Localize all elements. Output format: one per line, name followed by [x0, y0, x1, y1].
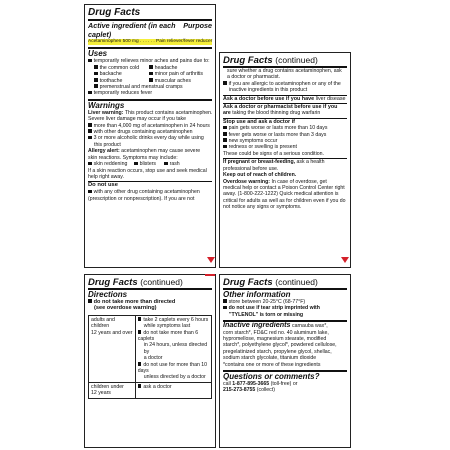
pregnant-line: If pregnant or breast-feeding, ask a health — [223, 159, 325, 166]
inactive-line: hypromellose, magnesium stearate, modified — [223, 336, 327, 343]
do-not-use-title: Do not use — [88, 182, 118, 189]
inactive-line: sodium starch glycolate, titanium dioxide — [223, 355, 317, 362]
directions-title: Directions — [88, 290, 128, 299]
bullet-icon — [88, 123, 92, 127]
uses-title: Uses — [88, 49, 108, 59]
inactive-ingredients-line: Inactive ingredients carnauba wax*, — [223, 320, 328, 330]
allergy-symptoms: skin reddening blisters rash — [88, 161, 212, 167]
do-not-use-line: (prescription or nonprescription). If you are not — [88, 195, 195, 202]
divider-bar — [205, 274, 215, 276]
do-not-use-line: with any other drug containing acetaminophen — [88, 189, 212, 195]
what-cell: take 2 caplets every 6 hours while symptoms last do not take more than 6 caplets in 24 hours, unless directed by a doctor do not use for more than 10 days unless directed by a doctor — [135, 315, 211, 382]
purpose-header: Purpose — [183, 21, 212, 30]
liver-line: more than 4,000 mg of acetaminophen in 24 hours — [88, 123, 212, 129]
who-cell: adults and children 12 years and over — [89, 315, 136, 382]
bullet-icon — [94, 78, 98, 82]
bullet-icon — [223, 81, 227, 85]
drug-facts-panel-2 — [219, 52, 351, 268]
inactive-line: pregelatinized starch, propylene glycol, shellac, — [223, 348, 332, 355]
bullet-icon — [94, 72, 98, 76]
bullet-icon — [138, 330, 142, 334]
uses-line: temporarily relieves minor aches and pains due to: — [88, 58, 212, 64]
pregnant-line: professional before use. — [223, 165, 279, 172]
allergy-line: skin reactions. Symptoms may include: — [88, 154, 178, 161]
bullet-icon — [88, 162, 92, 166]
what-cell: ask a doctor — [135, 382, 211, 398]
drug-facts-panel-3 — [84, 274, 216, 448]
other-line: "TYLENOL" is torn or missing — [229, 311, 304, 318]
drug-facts-panel-4 — [219, 274, 351, 448]
stop-line: These could be signs of a serious condition. — [223, 150, 324, 157]
bullet-icon — [94, 84, 98, 88]
active-ingredient-header: Active ingredient (in each caplet) — [88, 21, 176, 39]
ask-doctor-line: Ask a doctor before use if you have liver disease — [223, 95, 346, 102]
liver-warning: Liver warning: This product contains acetaminophen. — [88, 109, 213, 116]
overdose-line: critical for adults as well as for children even if you do — [223, 197, 346, 204]
questions-title: Questions or comments? — [223, 372, 320, 382]
continue-arrow-icon — [207, 257, 215, 263]
uses-grid-row: backache minor pain of arthritis — [88, 71, 212, 77]
panel-title: Drug Facts (continued) — [88, 277, 183, 288]
uses-grid-row: the common cold headache — [88, 65, 212, 71]
do-not-take-line: (see overdose warning) — [94, 305, 157, 312]
bullet-icon — [149, 72, 153, 76]
who-cell: children under 12 years — [89, 382, 136, 398]
intro-line: inactive ingredients in this product — [229, 87, 308, 94]
uses-grid-row: toothache muscular aches — [88, 78, 212, 84]
intro-line: sure whether a drug contains acetaminophen, ask — [227, 68, 342, 74]
ingredient-line: Acetaminophen 500 mg . . . . . . Pain reliever/fever reducer — [88, 39, 213, 44]
drug-facts-panel-1 — [84, 4, 216, 268]
bullet-icon — [223, 132, 227, 136]
panel-title: Drug Facts (continued) — [223, 55, 318, 66]
uses-line: temporarily reduces fever — [88, 90, 212, 96]
other-line: store between 20-25°C (68-77°F) — [223, 299, 347, 305]
other-information-title: Other information — [223, 290, 291, 299]
ask-pharmacist-line: are taking the blood thinning drug warfarin — [223, 110, 321, 117]
liver-line: this product — [94, 141, 121, 148]
inactive-line: starch*, polyethylene glycol*, powdered cellulose, — [223, 342, 337, 349]
stop-use-title: Stop use and ask a doctor if — [223, 118, 295, 125]
bullet-icon — [223, 145, 227, 149]
overdose-line: not notice any signs or symptoms. — [223, 204, 302, 211]
bullet-icon — [164, 162, 168, 166]
bullet-icon — [88, 190, 92, 194]
liver-line: Severe liver damage may occur if you take — [88, 116, 187, 123]
bullet-icon — [88, 91, 92, 95]
overdose-line: Overdose warning: In case of overdose, get — [223, 178, 327, 185]
stop-line: redness or swelling is present — [223, 144, 347, 150]
stop-line: pain gets worse or lasts more than 10 days — [223, 125, 347, 131]
panel-title: Drug Facts (continued) — [223, 277, 318, 288]
bullet-icon — [138, 317, 142, 321]
other-line: do not use if tear strip imprinted with — [223, 305, 347, 311]
stop-line: new symptoms occur — [223, 138, 347, 144]
do-not-take-line: do not take more than directed — [88, 299, 212, 305]
allergy-alert: Allergy alert: acetaminophen may cause severe — [88, 148, 201, 155]
inactive-line: corn starch*, FD&C red no. 40 aluminum lake, — [223, 329, 329, 336]
directions-table — [88, 315, 212, 399]
bullet-icon — [149, 65, 153, 69]
liver-line: 3 or more alcoholic drinks every day while using — [88, 135, 212, 141]
bullet-icon — [88, 299, 92, 303]
intro-line: a doctor or pharmacist. — [227, 74, 281, 81]
uses-line: premenstrual and menstrual cramps — [88, 84, 212, 90]
phone-line: 215-273-8755 (collect) — [223, 387, 275, 394]
bullet-icon — [88, 136, 92, 140]
bullet-icon — [223, 306, 227, 310]
stop-line: fever gets worse or lasts more than 3 days — [223, 132, 347, 138]
phone-line: call 1-877-895-3665 (toll-free) or — [223, 381, 298, 388]
intro-line: if you are allergic to acetaminophen or any of the — [223, 81, 347, 87]
table-row — [89, 382, 212, 398]
warnings-title: Warnings — [88, 100, 125, 110]
bullet-icon — [88, 129, 92, 133]
bullet-icon — [149, 78, 153, 82]
bullet-icon — [223, 299, 227, 303]
allergy-line: If a skin reaction occurs, stop use and seek medical — [88, 167, 207, 174]
inactive-line: *contains one or more of these ingredients — [223, 361, 321, 368]
overdose-line: medical help or contact a Poison Control Center right — [223, 184, 345, 191]
keep-out-line: Keep out of reach of children. — [223, 172, 297, 179]
bullet-icon — [223, 126, 227, 130]
panel-title: Drug Facts — [88, 7, 141, 18]
bullet-icon — [134, 162, 138, 166]
bullet-icon — [138, 384, 142, 388]
bullet-icon — [223, 138, 227, 142]
bullet-icon — [94, 65, 98, 69]
bullet-icon — [138, 362, 142, 366]
table-row — [89, 315, 212, 382]
bullet-icon — [88, 59, 92, 63]
liver-line: with other drugs containing acetaminophen — [88, 129, 212, 135]
overdose-line: away. (1-800-222-1222) Quick medical attention is — [223, 191, 339, 198]
ask-pharmacist-title: Ask a doctor or pharmacist before use if you — [223, 104, 338, 111]
continue-arrow-icon — [341, 257, 349, 263]
allergy-line: help right away. — [88, 173, 124, 180]
